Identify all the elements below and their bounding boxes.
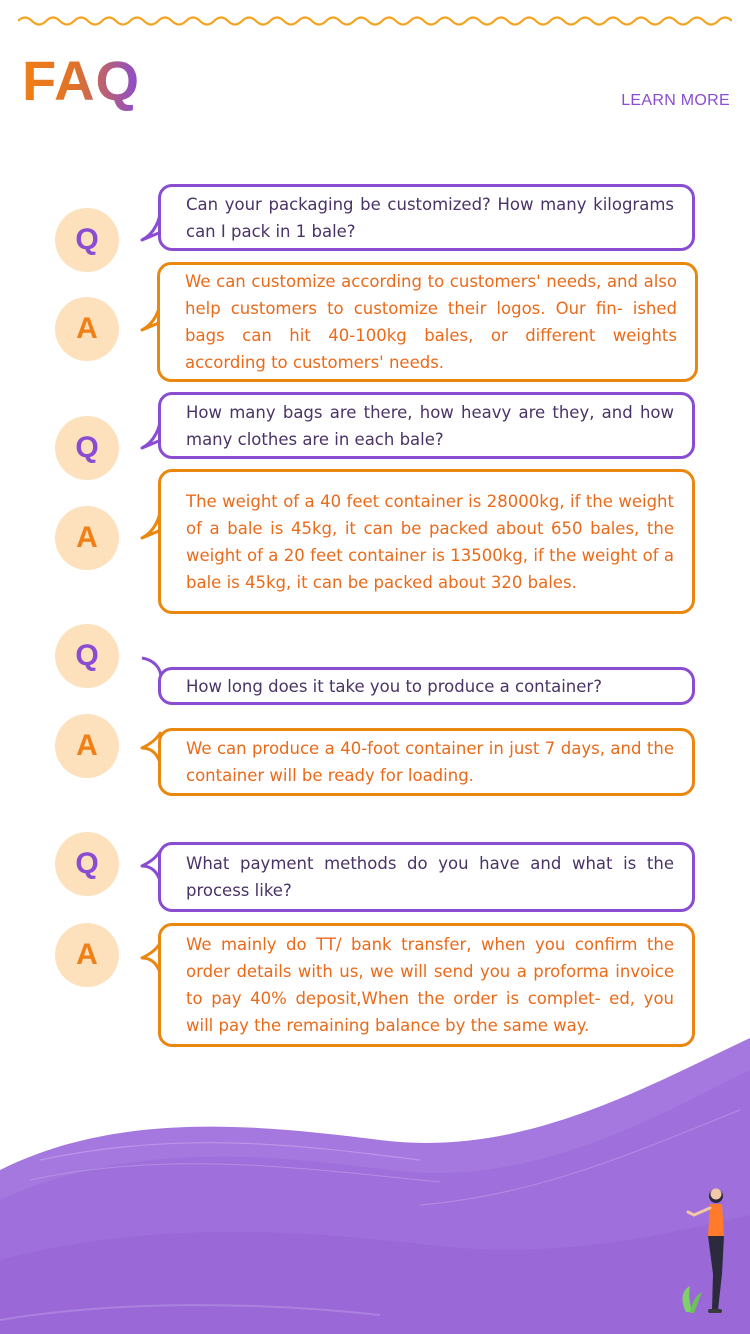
answer-badge: A — [55, 506, 119, 570]
answer-bubble — [158, 728, 695, 796]
answer-bubble — [158, 923, 695, 1047]
question-badge: Q — [55, 624, 119, 688]
question-badge: Q — [55, 416, 119, 480]
faq-item — [0, 832, 750, 1052]
learn-more-link[interactable]: LEARN MORE — [621, 92, 730, 109]
answer-text: We mainly do TT/ bank transfer, when you confirm the order details with us, we will send you a proforma invoice to pay 40% deposit,When the order is complet- ed, you will pay the remaining balance by the same way. — [186, 935, 674, 1035]
bottom-wave-decoration — [0, 1030, 750, 1334]
question-bubble — [158, 667, 695, 705]
answer-text: We can customize according to customers' needs, and also help customers to customize their logos. Our fin- ished bags can hit 40-100kg bales, or different weights according to customers' needs. — [185, 272, 677, 372]
question-badge: Q — [55, 208, 119, 272]
top-wave-divider — [18, 12, 732, 30]
question-bubble — [158, 392, 695, 459]
faq-item — [0, 184, 750, 384]
answer-badge: A — [55, 923, 119, 987]
answer-badge: A — [55, 297, 119, 361]
answer-text: The weight of a 40 feet container is 28000kg, if the weight of a bale is 45kg, it can be packed about 650 bales, the weight of a 20 feet container is 13500kg, if the weight of a bale is 45kg, it can be packed about 320 bales. — [186, 491, 674, 592]
plant-icon — [683, 1286, 702, 1313]
answer-text: We can produce a 40-foot container in just 7 days, and the container will be ready for loading. — [186, 739, 674, 785]
page-title: FAQ — [22, 49, 141, 112]
faq-item — [0, 392, 750, 616]
faq-item — [0, 624, 750, 800]
question-text: How many bags are there, how heavy are they, and how many clothes are in each bale? — [186, 402, 674, 449]
question-text: Can your packaging be customized? How many kilograms can I pack in 1 bale? — [186, 194, 674, 241]
answer-bubble — [157, 262, 698, 382]
question-text: How long does it take you to produce a container? — [186, 676, 602, 696]
answer-badge: A — [55, 714, 119, 778]
question-bubble — [158, 184, 695, 251]
answer-bubble — [158, 469, 695, 614]
question-bubble — [158, 842, 695, 912]
question-badge: Q — [55, 832, 119, 896]
question-text: What payment methods do you have and what is the process like? — [186, 854, 674, 900]
person-waving-icon — [672, 1182, 732, 1322]
